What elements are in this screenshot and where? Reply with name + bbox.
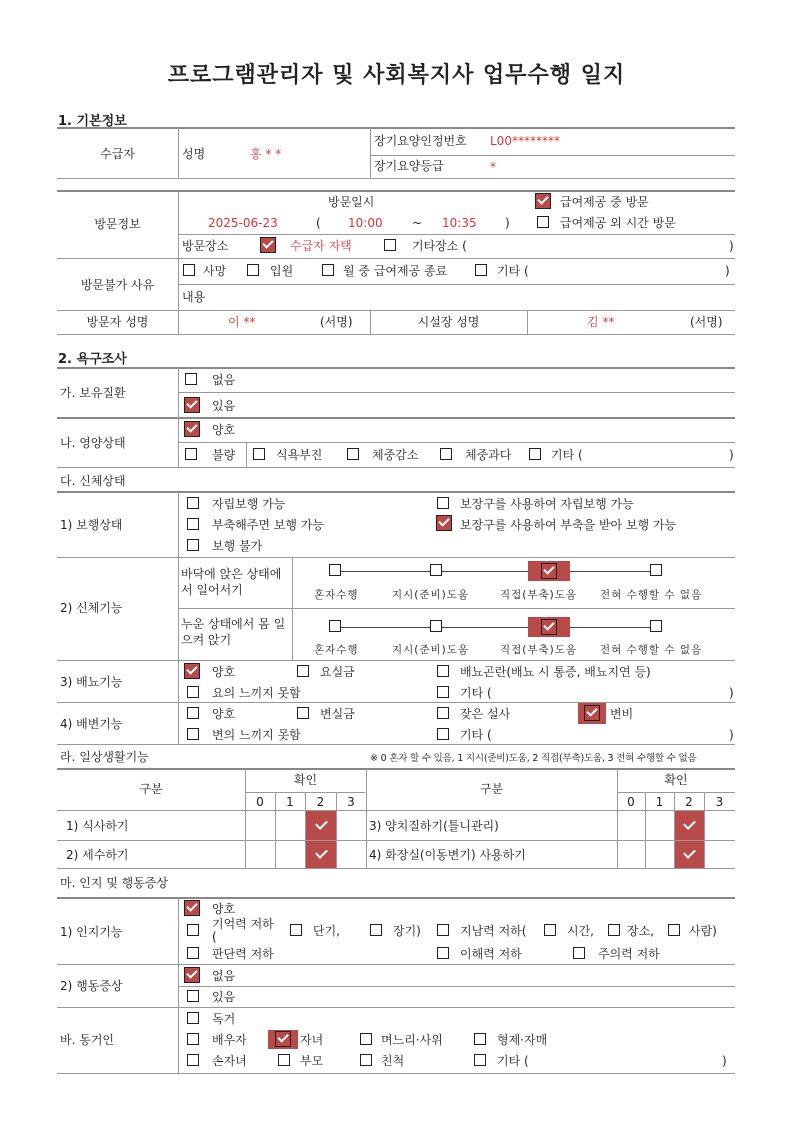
cog-memory-label: 기억력 저하: [212, 917, 274, 931]
na-weight-over-checkbox[interactable]: [440, 448, 452, 460]
live-grandchild-label: 손자녀: [212, 1054, 247, 1068]
out-service-checkbox[interactable]: [537, 216, 549, 228]
cog-judge-label: 판단력 저하: [212, 947, 274, 961]
unable-hosp-label: 입원: [270, 264, 294, 278]
live-inlaw-checkbox[interactable]: [360, 1033, 372, 1045]
cog-place-label: 장소,: [627, 924, 654, 938]
cog-good-label: 양호: [212, 902, 236, 916]
cog-orient-label: 지남력 저하(: [460, 924, 527, 938]
document-title: 프로그램관리자 및 사회복지사 업무수행 일지: [167, 63, 626, 88]
da-label: 다. 신체상태: [60, 474, 126, 488]
na-appetite-checkbox[interactable]: [253, 448, 265, 460]
paren-open: (: [316, 216, 321, 230]
adl-gubun-left: 구분: [139, 782, 163, 796]
na-good-label: 양호: [212, 423, 236, 437]
walk-opt5-checkbox[interactable]: [187, 539, 199, 551]
unable-death-checkbox[interactable]: [183, 264, 195, 276]
adl4-label: 4) 화장실(이동변기) 사용하기: [369, 848, 526, 862]
ra-note: ※ 0 혼자 할 수 있음, 1 지시(준비)도움, 2 직접(부축)도움, 3 전혀 수행할 수 없음: [370, 753, 697, 764]
bowel-diarrhea-checkbox[interactable]: [437, 707, 449, 719]
body-item2-label: 누운 상태에서 몸 일으켜 앉기: [181, 617, 286, 647]
unable-other-checkbox[interactable]: [475, 264, 487, 276]
tilde: ~: [412, 216, 423, 230]
lv-2-right: 2: [685, 795, 693, 809]
cog-person-label: 사람): [689, 924, 717, 938]
uri-other-label: 기타 (: [460, 686, 492, 700]
adl3-mark-lv2[interactable]: [675, 811, 704, 840]
adl4-mark-lv2[interactable]: [675, 841, 704, 868]
bowel-other-close: ): [729, 728, 734, 742]
body-label: 2) 신체기능: [60, 601, 123, 615]
body2-scale-0: 혼자수행: [314, 644, 359, 656]
cog-short-label: 단기,: [313, 924, 340, 938]
section-2-heading: 2. 욕구조사: [58, 352, 127, 367]
ma-label: 마. 인지 및 행동증상: [60, 876, 168, 890]
visit-datetime-label: 방문일시: [328, 195, 375, 209]
na-bad-label: 불량: [212, 448, 236, 462]
uri-incont-label: 요실금: [320, 665, 355, 679]
na-other-label: 기타 (: [551, 448, 583, 462]
body2-scale-3: 전혀 수행할 수 없음: [600, 644, 703, 656]
unable-death-label: 사망: [203, 264, 227, 278]
cog-good-checkbox-checked[interactable]: [184, 900, 200, 916]
lv-1-right: 1: [655, 795, 664, 809]
unable-other-label: 기타 (: [497, 264, 529, 278]
live-spouse-checkbox[interactable]: [187, 1033, 199, 1045]
body1-lv1-checkbox[interactable]: [430, 564, 442, 576]
ga-none-label: 없음: [212, 373, 236, 387]
live-spouse-label: 배우자: [212, 1033, 247, 1047]
body1-scale-0: 혼자수행: [314, 589, 359, 601]
visit-info-label: 방문정보: [94, 217, 141, 231]
director-sign: (서명): [690, 315, 723, 329]
adl-gubun-right: 구분: [479, 782, 504, 796]
walk-opt1-label: 자립보행 가능: [212, 497, 286, 511]
body2-lv3-checkbox[interactable]: [650, 620, 662, 632]
live-other-close: ): [722, 1054, 727, 1068]
body1-scale-2: 직접(부축)도움: [500, 589, 578, 601]
bowel-good-label: 양호: [212, 707, 236, 721]
bowel-label: 4) 배변기능: [60, 717, 123, 731]
ga-yes-checkbox-checked[interactable]: [184, 397, 200, 413]
place-other-checkbox[interactable]: [384, 239, 396, 251]
body2-scale-1: 지시(준비)도움: [392, 644, 470, 656]
adl-confirm-left: 확인: [293, 773, 318, 787]
live-grandchild-checkbox[interactable]: [187, 1054, 199, 1066]
uri-diff-checkbox[interactable]: [437, 665, 449, 677]
walk-opt1-checkbox[interactable]: [187, 497, 199, 509]
na-weight-loss-checkbox[interactable]: [347, 448, 359, 460]
beh-none-label: 없음: [212, 969, 236, 983]
out-service-label: 급여제공 외 시간 방문: [560, 216, 676, 230]
cog-place-checkbox[interactable]: [608, 924, 620, 936]
adl1-mark-lv2[interactable]: [306, 811, 336, 840]
bowel-diarrhea-label: 잦은 설사: [460, 707, 511, 721]
beh-none-checkbox-checked[interactable]: [184, 967, 200, 983]
walk-opt4-checkbox-checked[interactable]: [436, 515, 452, 531]
adl-confirm-right: 확인: [664, 773, 688, 787]
cog-understand-label: 이해력 저하: [460, 947, 522, 961]
cog-memory-checkbox[interactable]: [187, 924, 199, 936]
body-item1-label: 바닥에 앉은 상태에 서 일어서기: [181, 567, 282, 597]
place-label: 방문장소: [182, 239, 229, 253]
cog-time-checkbox[interactable]: [544, 924, 556, 936]
visitor-sign: (서명): [320, 315, 353, 329]
uri-good-label: 양호: [212, 665, 236, 679]
body2-scale-2: 직접(부축)도움: [500, 644, 578, 656]
unable-end-checkbox[interactable]: [322, 264, 334, 276]
walk-opt3-label: 부축해주면 보행 가능: [212, 518, 324, 532]
lv-2-left: 2: [316, 795, 325, 809]
body2-lv1-checkbox[interactable]: [430, 620, 442, 632]
live-alone-checkbox[interactable]: [187, 1012, 199, 1024]
adl2-label: 2) 세수하기: [66, 848, 129, 862]
visitor-name: 이 **: [228, 315, 256, 329]
unable-end-label: 월 중 급여제공 종료: [343, 264, 448, 278]
beh-label: 2) 행동증상: [60, 979, 123, 993]
director-label: 시설장 성명: [417, 315, 480, 329]
ga-yes-label: 있음: [212, 399, 236, 413]
ga-none-checkbox[interactable]: [185, 373, 197, 385]
live-children-label: 자녀: [300, 1033, 324, 1047]
cog-long-checkbox[interactable]: [370, 924, 382, 936]
cog-person-checkbox[interactable]: [668, 924, 680, 936]
content-label: 내용: [182, 290, 206, 304]
na-weight-loss-label: 체중감소: [372, 448, 419, 462]
cog-judge-checkbox[interactable]: [187, 947, 199, 959]
ltc-grade-value: *: [490, 160, 496, 174]
walk-opt3-checkbox[interactable]: [187, 518, 199, 530]
na-other-checkbox[interactable]: [529, 448, 541, 460]
uri-unaware-label: 요의 느끼지 못함: [212, 686, 301, 700]
body2-lv2-checkbox-checked[interactable]: [541, 619, 557, 635]
visit-date: 2025-06-23: [208, 216, 278, 230]
in-service-checkbox-checked[interactable]: [535, 193, 551, 209]
lv-3-right: 3: [715, 795, 724, 809]
walk-label: 1) 보행상태: [60, 518, 123, 532]
bowel-constip-checkbox-checked[interactable]: [584, 705, 600, 721]
cog-attention-label: 주의력 저하: [598, 947, 660, 961]
bowel-incont-label: 변실금: [320, 707, 355, 721]
ba-label: 바. 동거인: [60, 1033, 114, 1047]
paren-close: ): [505, 216, 510, 230]
uri-other-close: ): [729, 686, 734, 700]
name-value: 홍 * *: [250, 147, 282, 161]
lv-0-left: 0: [256, 795, 264, 809]
walk-opt5-label: 보행 불가: [212, 539, 263, 553]
recipient-label: 수급자: [100, 147, 135, 161]
live-parent-label: 부모: [300, 1054, 324, 1068]
place-home-checkbox-checked[interactable]: [260, 237, 276, 253]
uri-incont-checkbox[interactable]: [297, 665, 309, 677]
body1-scale-3: 전혀 수행할 수 없음: [600, 589, 703, 601]
cog-orient-checkbox[interactable]: [437, 924, 449, 936]
walk-opt2-label: 보장구를 사용하여 자립보행 가능: [460, 497, 634, 511]
body1-lv3-checkbox[interactable]: [650, 564, 662, 576]
ltc-no-label: 장기요양인정번호: [374, 134, 467, 148]
director-name: 김 **: [587, 315, 615, 329]
live-parent-checkbox[interactable]: [278, 1054, 290, 1066]
bowel-good-checkbox[interactable]: [187, 707, 199, 719]
cog-understand-checkbox[interactable]: [437, 947, 449, 959]
uri-unaware-checkbox[interactable]: [187, 686, 199, 698]
cog-short-checkbox[interactable]: [290, 924, 302, 936]
live-relative-checkbox[interactable]: [360, 1054, 372, 1066]
live-relative-label: 친척: [381, 1054, 405, 1068]
beh-yes-label: 있음: [212, 990, 236, 1004]
in-service-label: 급여제공 중 방문: [560, 195, 649, 209]
body1-lv2-checkbox-checked[interactable]: [541, 563, 557, 579]
live-inlaw-label: 며느리·사위: [381, 1033, 443, 1047]
place-other-label: 기타장소 (: [412, 239, 467, 253]
ltc-grade-label: 장기요양등급: [374, 159, 444, 173]
unable-label: 방문불가 사유: [80, 278, 155, 292]
na-bad-checkbox[interactable]: [185, 448, 197, 460]
body1-scale-1: 지시(준비)도움: [392, 589, 470, 601]
uri-label: 3) 배뇨기능: [60, 675, 123, 689]
adl3-label: 3) 양치질하기(틀니관리): [369, 819, 499, 833]
live-sibling-label: 형제·자매: [497, 1033, 548, 1047]
place-other-close: ): [729, 239, 734, 253]
na-label: 나. 영양상태: [60, 436, 126, 450]
na-appetite-label: 식욕부진: [276, 448, 323, 462]
bowel-other-checkbox[interactable]: [437, 728, 449, 740]
walk-opt2-checkbox[interactable]: [437, 497, 449, 509]
bowel-constip-label: 변비: [610, 707, 634, 721]
bowel-other-label: 기타 (: [460, 728, 492, 742]
live-children-checkbox-checked[interactable]: [275, 1031, 291, 1047]
cog-attention-checkbox[interactable]: [573, 947, 585, 959]
beh-yes-checkbox[interactable]: [187, 990, 199, 1002]
visit-time-end: 10:35: [442, 216, 477, 230]
adl2-mark-lv2[interactable]: [306, 841, 336, 868]
na-weight-over-label: 체중과다: [465, 448, 512, 462]
live-other-checkbox[interactable]: [474, 1054, 486, 1066]
na-other-close: ): [729, 448, 734, 462]
na-good-checkbox-checked[interactable]: [184, 421, 200, 437]
visit-time-start: 10:00: [348, 216, 383, 230]
body1-lv0-checkbox[interactable]: [329, 564, 341, 576]
live-other-label: 기타 (: [497, 1054, 529, 1068]
lv-1-left: 1: [286, 795, 294, 809]
cog-label: 1) 인지기능: [60, 925, 123, 939]
ga-label: 가. 보유질환: [60, 386, 126, 400]
lv-0-right: 0: [627, 795, 635, 809]
ltc-no-value: L00********: [490, 134, 560, 148]
body2-lv0-checkbox[interactable]: [329, 620, 341, 632]
name-label: 성명: [182, 147, 206, 161]
live-sibling-checkbox[interactable]: [474, 1033, 486, 1045]
place-home-label: 수급자 자택: [290, 239, 352, 253]
uri-diff-label: 배뇨곤란(배뇨 시 통증, 배뇨지연 등): [460, 665, 651, 679]
ra-label: 라. 일상생활기능: [60, 750, 149, 764]
section-1-heading: 1. 기본정보: [58, 114, 127, 129]
cog-memory-paren: (: [212, 930, 217, 944]
uri-good-checkbox-checked[interactable]: [184, 663, 200, 679]
bowel-unaware-checkbox[interactable]: [187, 728, 199, 740]
bowel-incont-checkbox[interactable]: [297, 707, 309, 719]
cog-time-label: 시간,: [567, 924, 594, 938]
live-alone-label: 독거: [212, 1012, 236, 1026]
lv-3-left: 3: [347, 795, 355, 809]
uri-other-checkbox[interactable]: [437, 686, 449, 698]
cog-long-label: 장기): [393, 924, 421, 938]
unable-hosp-checkbox[interactable]: [247, 264, 259, 276]
visitor-sign-label: 방문자 성명: [86, 315, 149, 329]
adl1-label: 1) 식사하기: [66, 819, 129, 833]
bowel-unaware-label: 변의 느끼지 못함: [212, 728, 301, 742]
unable-other-close: ): [725, 264, 730, 278]
walk-opt4-label: 보장구를 사용하여 부축을 받아 보행 가능: [460, 518, 677, 532]
